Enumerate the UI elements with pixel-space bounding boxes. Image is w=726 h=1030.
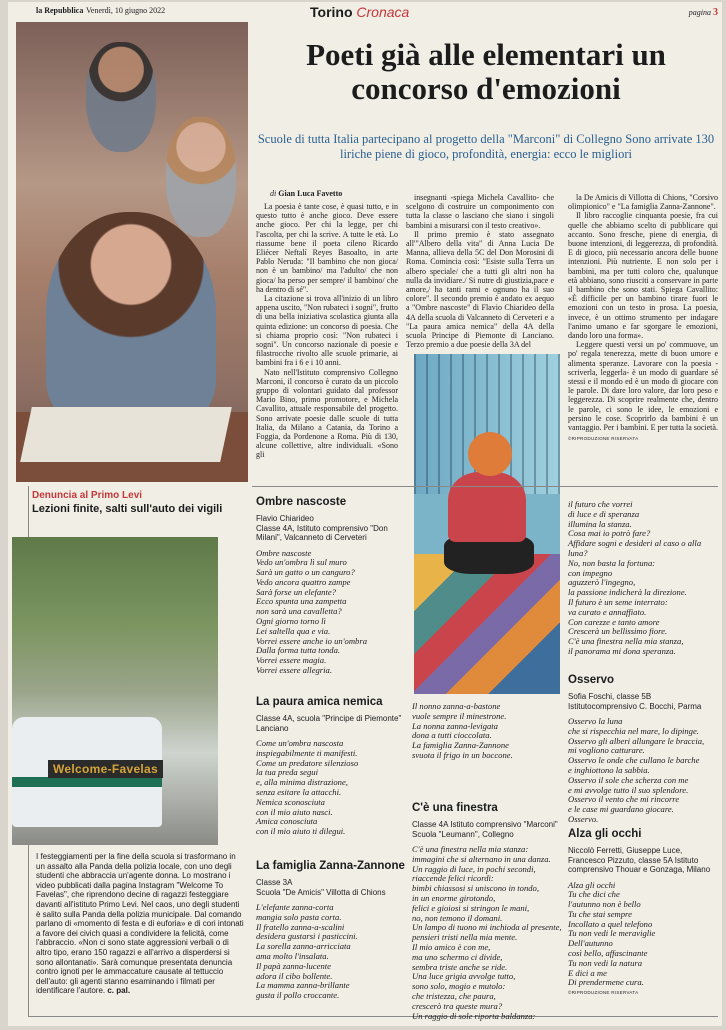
poem-author: Niccolò Ferretti, Giuseppe Luce, Francesco Pizzuto, classe 5A Istituto comprensivo Thouar e Gonzaga, Milano xyxy=(568,846,711,874)
poem-ombre-nascoste xyxy=(256,496,406,676)
section-name: Cronaca xyxy=(356,4,410,20)
child-body xyxy=(448,472,526,542)
sidebar-title: Lezioni finite, salti sull'auto dei vigili xyxy=(32,503,223,515)
poem-text: Osservo la luna che si rispecchia nel mare, lo dipinge. Osservo gli alberi allungare le braccia, mi vogliono catturare. Osservo le onde che cullano le barche e inghiottono la sabbia. Osservo il sole che scherza con me e mi avvolge tutto il suo splendore. Osservo il vento che mi rincorre e le case mi guardano giocare. Osservo. xyxy=(568,716,705,824)
bored-girl-figure xyxy=(46,212,216,422)
poem-ce-una-finestra-continued xyxy=(568,500,718,657)
car-stripe xyxy=(12,777,162,787)
poem-ce-una-finestra xyxy=(412,802,562,1021)
poem-title: Alza gli occhi xyxy=(568,828,642,840)
page-number xyxy=(689,7,718,18)
poem-author: Flavio Chiarideo Classe 4A, Istituto comprensivo "Don Milani", Valcanneto di Cerveteri xyxy=(256,514,388,542)
section-title xyxy=(310,4,409,20)
books-pile xyxy=(414,554,560,694)
poem-title: La paura amica nemica xyxy=(256,696,383,708)
byline-prefix: di xyxy=(270,189,277,198)
article-title: Poeti già alle elementari un concorso d'emozioni xyxy=(306,37,666,106)
issue-date: Venerdì, 10 giugno 2022 xyxy=(86,6,166,15)
poem-text: C'è una finestra nella mia stanza: immagini che si alternano in una danza. Un raggio di luce, in pochi secondi, riaccende felici ricordi: bimbi chiassosi si uniscono in tondo, in un enorme girotondo, felici e gioiosi si stringon le mani, no, non temono il domani. Un lampo di tuono mi inchioda al presente, pensieri tristi nella mia mente. Il mio amico è con me, ma uno schermo ci divide, sembra triste anche se ride. Una luce grigia avvolge tutto, sono solo, mogio e mutolo: che tristezza, che paura, crescerò tra queste mura? Un raggio di sole riporta baldanza: xyxy=(412,844,562,1021)
page-label: pagina xyxy=(688,8,711,17)
poem-title: Osservo xyxy=(568,674,615,686)
sidebar-body xyxy=(36,852,244,996)
poem-title: C'è una finestra xyxy=(412,802,498,814)
poem-text: L'elefante zanna-corta mangia solo pasta corta. Il fratello zanna-a-scalini desidera gustarsi i pasticcini. La sorella zanna-arricciata ama molto l'insalata. Il papà zanna-lucente adora il cibo bollente. La mamma zanna-brillante gusta il pollo croccante. xyxy=(256,902,358,1001)
copyright-notice: ©RIPRODUZIONE RISERVATA xyxy=(568,436,639,442)
poem-osservo xyxy=(568,674,718,825)
paragraph: Nato nell'Istituto comprensivo Collegno Marconi, il concorso è curato da un piccolo gruppo di volontari guidato dal professor Mario Bino, primo promotore, e Michela Cavallito, attuale responsabile del progetto. Sono arrivate poesie dalle scuole di tutta Italia, da Milano a Catania, da Torino a Foggia, da Pordenone a Roma. Più di 130, alcune collettive, altre individuali. «Sono gli xyxy=(256,367,398,460)
copyright-notice: ©RIPRODUZIONE RISERVATA xyxy=(568,990,639,996)
sidebar-signature: c. pal. xyxy=(107,986,131,996)
article-column-3 xyxy=(568,193,718,443)
police-car-photo xyxy=(12,537,218,845)
paragraph: Leggere questi versi un po' commuove, un po' regala tenerezza, mette di buon umore e alimenta speranze. Lavorare con la poesia -scriverla, leggerla- è un modo di guardare sé stessi e il mondo ed è un modo di giocare con le parole. Di dare loro valore, dar loro peso e leggerezza. Di scoprire realmente che, dentro le parole, ci sono le idee, le emozioni e persino le cose. Scoprirlo da bambini è un vantaggio. Per i bambini. E per tutta la società. xyxy=(568,340,718,433)
poem-text: Il nonno zanna-a-bastone vuole sempre il minestrone. La nonna zanna-levigata dona a tutti cioccolata. La famiglia Zanna-Zannone svuota il frigo in un boccone. xyxy=(412,701,513,760)
photo-banner: Welcome-Favelas xyxy=(48,760,163,778)
poem-alza-gli-occhi xyxy=(568,828,718,995)
poem-author: Classe 3A Scuola "De Amicis" Villotta di Chions xyxy=(256,878,386,897)
sidebar-kicker: Denuncia al Primo Levi xyxy=(32,490,143,501)
byline xyxy=(270,189,342,198)
author-name: Gian Luca Favetto xyxy=(278,189,343,198)
child-head xyxy=(468,432,512,476)
poem-title: La famiglia Zanna-Zannone xyxy=(256,860,405,872)
students-photo xyxy=(16,22,248,482)
poem-author: Sofia Foschi, classe 5B Istitutocomprensivo C. Bocchi, Parma xyxy=(568,692,702,711)
page-header xyxy=(8,2,722,20)
paragraph: Il libro raccoglie cinquanta poesie, fra cui quelle che abbiamo scelto di pubblicare qui accanto. Sono fresche, piene di energia, di buone intenzioni, di leggerezza, di profondità. E di gioco, più necessario ancora delle buone intenzioni. Più nutriente. E non solo per i bambini, ma per tutti coloro che, qualunque età abbiano, sono riusciti a conservare in parte il bambino che sono stati. Spiega Cavallito: «È difficile per un bambino tirare fuori le emozioni con un testo in prosa. La poesia, invece, è un ottimo strumento per indagare l'animo umano e far sgorgare le emozioni, dando loro una forma». xyxy=(568,211,718,341)
section-city: Torino xyxy=(310,4,353,20)
poem-text: Alza gli occhi Tu che dici che l'autunno non è bello Tu che stai sempre Incollato a quel telefono Tu non vedi le meraviglie Dell'autunno così bello, affascinante Tu non vedi la natura E dici a me Di prendermene cura. xyxy=(568,879,656,988)
poem-famiglia-zanna-zannone-continued xyxy=(412,702,562,761)
page-number-value: 3 xyxy=(713,7,718,18)
poem-title: Ombre nascoste xyxy=(256,496,347,508)
poem-text: Come un'ombra nascosta inspiegabilmente ti manifesti. Come un predatore silenzioso la tua preda segui e, alla minima distrazione, senza esitare la attacchi. Nemica sconosciuta con il mio aiuto nasci. Amica conosciuta con il mio aiuto ti dilegui. xyxy=(256,738,359,837)
paragraph: insegnanti -spiega Michela Cavallito- che scelgono di costruire un componimento con tutta la classe o lasciano che siano i singoli bambini a misurarsi con il testo creativo». xyxy=(406,193,554,230)
paragraph: la De Amicis di Villotta di Chions, "Corsivo olimpionico" e "La famiglia Zanna-Zannone". xyxy=(568,193,718,212)
newspaper-page xyxy=(8,2,722,1026)
poem-famiglia-zanna-zannone xyxy=(256,860,406,1001)
poem-author: Classe 4A Istituto comprensivo "Marconi" Scuola "Leumann", Collegno xyxy=(412,820,558,839)
article-column-2 xyxy=(406,193,554,349)
student-figure xyxy=(86,42,156,152)
divider xyxy=(28,1016,718,1017)
child-reading-illustration xyxy=(414,354,560,694)
sidebar-text: I festeggiamenti per la fine della scuola si trasformano in un assalto alla Panda della polizia locale, con uno degli studenti che abbraccia un'agente donna. Lo mostrano i video pubblicati dalla pagina Instagram "Welcome To Favelas", che riprendono decine di ragazzi festeggiare davanti all'istituto Primo Levi. Nel caos, uno degli studenti è salito sulla Panda della polizia municipale. Dal comando parlano di «momento di festa e di euforia» e di cori intonati a favore dei civich quasi a condividere la felicità, come l'abbraccio. «Non ci sono state aggressioni verbali o di altro tipo, erano 150 ragazzi e all'arrivo a disperdersi si sono allontanati». Sarà comunque presentata denuncia contro ignoti per le ammaccature causate al tettuccio dell'auto: gli agenti stanno esaminando i filmati per identificare l'autore. xyxy=(36,852,244,996)
poem-paura-amica-nemica xyxy=(256,696,406,837)
article-column-1 xyxy=(256,202,398,460)
poem-text: Ombre nascoste Vedo un'ombra lì sul muro Sarà un gatto o un canguro? Vedo ancora quattro zampe Sarà forse un elefante? Ecco spunta una zampetta non sarà una cavalletta? Ogni giorno torno lì Lei saltella qua e via. Vorrei essere anche io un'ombra Dalla forma tutta tonda. Vorrei essere magia. Vorrei essere allegria. xyxy=(256,547,367,676)
poem-text: il futuro che vorrei di luce e di speranza illumina la stanza. Cosa mai io potrò fare? Affidare sogni e desideri al caso o alla luna? No, non basta la fortuna: con impegno aguzzerò l'ingegno, la passione indicherà la direzione. Il futuro è un seme interrato: va curato e annaffiato. Con carezze e tanto amore Crescerà un bellissimo fiore. C'è una finestra nella mia stanza, il panorama mi dona speranza. xyxy=(568,499,702,656)
sidebar-box xyxy=(32,490,248,515)
open-book xyxy=(20,407,232,462)
paragraph: La citazione si trova all'inizio di un libro appena uscito, "Non rubateci i sogni", frutto di una bella iniziativa scolastica giunta alla quinta edizione: un concorso di poesia. Che si chiama proprio così: "Non rubateci i sogni". Un concorso nazionale di poesie e filastrocche rivolto alle scuole primarie, ai bambini fra i 6 e i 10 anni. xyxy=(256,294,398,368)
student-figure xyxy=(166,117,236,237)
article-subtitle: Scuole di tutta Italia partecipano al progetto della "Marconi" di Collegno Sono arrivate 130 liriche piene di gioco, profondità, energia: ecco le migliori xyxy=(257,132,715,161)
divider xyxy=(252,486,718,487)
paragraph: La poesia è tante cose, è quasi tutto, e in questo tutto è anche gioco. Deve essere anche gioco. Per chi la legge, per chi l'ascolta, per chi la scrive. A tutte le età. Lo riassume bene il poeta cileno Ricardo Eliécer Neftalí Reyes Basoalto, in arte Pablo Neruda: "Il bambino che non gioca/ non è un bambino/ ma l'adulto/ che non gioca/ ha perso per sempre/ il bambino/ che ha dentro di sé". xyxy=(256,202,398,294)
poem-author: Classe 4A, scuola "Principe di Piemonte" Lanciano xyxy=(256,714,402,733)
publication-name: la Repubblica xyxy=(36,6,84,15)
paragraph: Il primo premio è stato assegnato all'"Albero della vita" di Anna Lucia De Manna, allieva della 5C del Don Morosini di Roma. Comincia così: "Esiste sulla Terra un albero speciale/ che a tutti gli altri non ha nulla da invidiare./ Si nutre di giustizia,pace e amore,/ ha tanti rami e ognuno ha il suo colore". Il secondo premio è andato ex aequo a "Ombre nascoste" di Flavio Chiarideo della 4A della scuola di Valcanneto di Cerveteri e a "La paura amica nemica" della 4A della scuola Principe di Piemonte di Lanciano. Terzo premio a due poesie della 3A del xyxy=(406,229,554,350)
